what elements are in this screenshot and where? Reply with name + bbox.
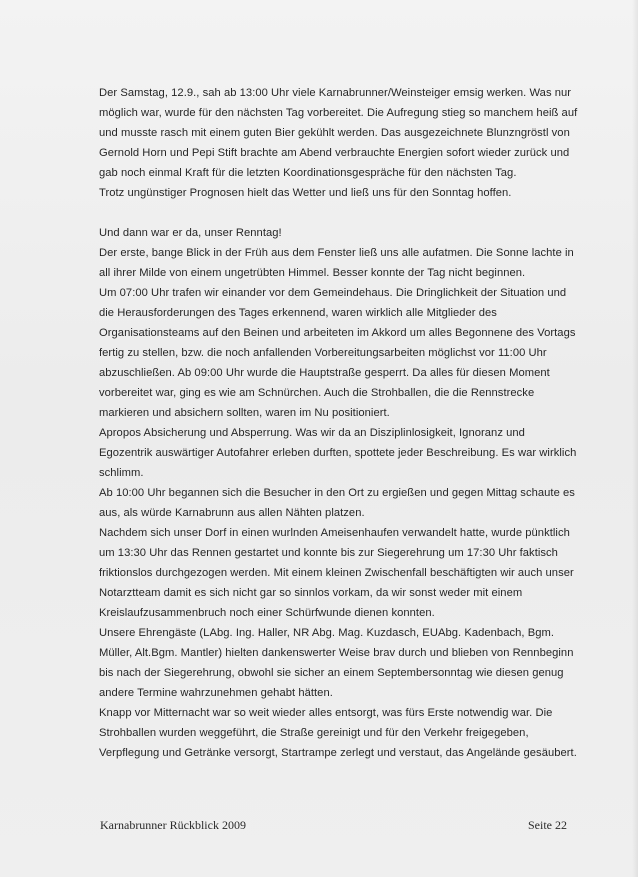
paragraph-road-closure: Apropos Absicherung und Absperrung. Was wir da an Disziplinlosigkeit, Ignoranz und Egozentrik auswärtiger Autofahrer erleben durften, spottete jeder Beschreibung. Es war wirklich schlimm. [99, 427, 577, 479]
paragraph-cleanup: Knapp vor Mitternacht war so weit wieder alles entsorgt, was fürs Erste notwendig war. Die Strohballen wurden weggeführt, die Straße gereinigt und für den Verkehr freigegeben, Verpflegung und Getränke versorgt, Startrampe zerlegt und verstaut, das Angelände gesäubert. [99, 707, 577, 759]
document-body [99, 83, 579, 763]
paragraph-morning: Der erste, bange Blick in der Früh aus dem Fenster ließ uns alle aufatmen. Die Sonne lachte in all ihrer Milde von einem ungetrübten Himmel. Besser konnte der Tag nicht beginnen. [99, 247, 574, 279]
paragraph-saturday: Der Samstag, 12.9., sah ab 13:00 Uhr viele Karnabrunner/Weinsteiger emsig werken. Was nur möglich war, wurde für den nächsten Tag vorbereitet. Die Aufregung stieg so manchem heiß auf und musste rasch mit einem guten Bier gekühlt werden. Das ausgezeichnete Blunzngröstl von Gernold Horn und Pepi Stift brachte am Abend verbrauchte Energien sofort wieder zurück und gab noch einmal Kraft für die letzten Koordinationsgespräche für den nächsten Tag. [99, 87, 578, 179]
paragraph-race: Nachdem sich unser Dorf in einen wurlnden Ameisenhaufen verwandelt hatte, wurde pünktlich um 13:30 Uhr das Rennen gestartet und konnte bis zur Siegerehrung um 17:30 Uhr faktisch friktionslos durchgezogen werden. Mit einem kleinen Zwischenfall beschäftigten wir auch unser Notarztteam damit es sich nicht gar so sinnlos vorkam, da wir sonst weder mit einem Kreislaufzusammenbruch noch einer Schürfwunde dienen konnten. [99, 527, 574, 619]
footer-page-number: Seite 22 [528, 818, 567, 832]
paragraph-guests: Unsere Ehrengäste (LAbg. Ing. Haller, NR Abg. Mag. Kuzdasch, EUAbg. Kadenbach, Bgm. Müller, Alt.Bgm. Mantler) hielten dankenswerter Weise brav durch und blieben von Rennbeginn bis nach der Siegerehrung, obwohl sie sicher an einem Septembersonntag wie diesen genug andere Termine wahrzunehmen gehabt hätten. [99, 627, 574, 699]
paragraph-preparations: Um 07:00 Uhr trafen wir einander vor dem Gemeindehaus. Die Dringlichkeit der Situation und die Herausforderungen des Tages erkennend, waren wirklich alle Mitglieder des Organisationsteams auf den Beinen und arbeiteten im Akkord um alles Begonnene des Vortags fertig zu stellen, bzw. die noch anfallenden Vorbereitungsarbeiten möglichst vor 11:00 Uhr abzuschließen. Ab 09:00 Uhr wurde die Hauptstraße gesperrt. Da alles für diesen Moment vorbereitet war, ging es wie am Schnürchen. Auch die Strohballen, die die Rennstrecke markieren und absichern sollten, waren im Nu positioniert. [99, 287, 576, 419]
paragraph-visitors: Ab 10:00 Uhr begannen sich die Besucher in den Ort zu ergießen und gegen Mittag schaute es aus, als würde Karnabrunn aus allen Nähten platzen. [99, 487, 575, 519]
paragraph-raceday-heading: Und dann war er da, unser Renntag! [99, 227, 282, 239]
footer-publication-title: Karnabrunner Rückblick 2009 [100, 818, 246, 832]
paragraph-weather: Trotz ungünstiger Prognosen hielt das Wetter und ließ uns für den Sonntag hoffen. [99, 187, 512, 199]
paragraph-spacer [99, 203, 579, 223]
